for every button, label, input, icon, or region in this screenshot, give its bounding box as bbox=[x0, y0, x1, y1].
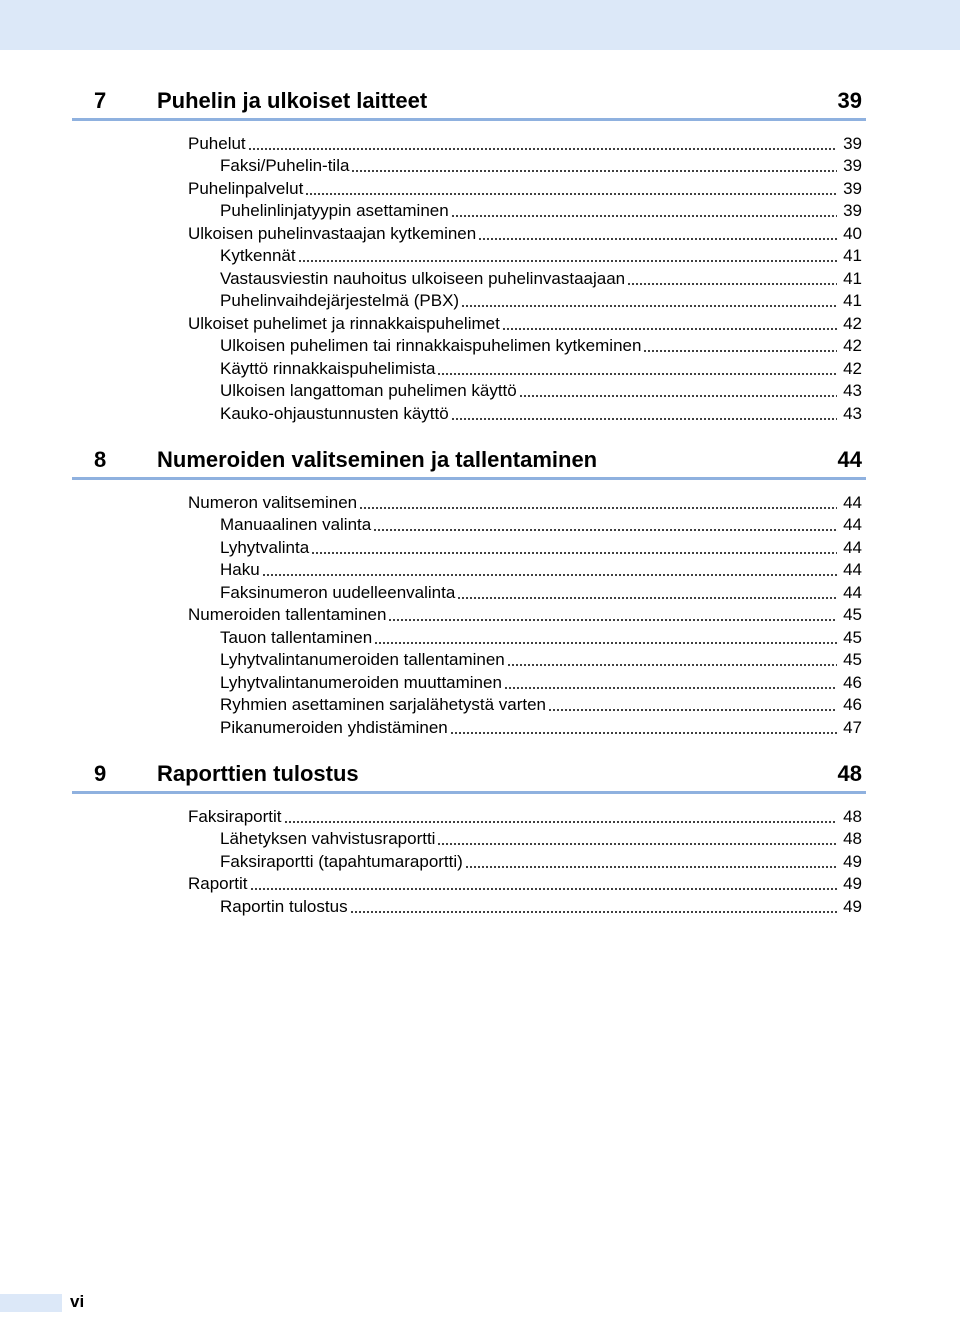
entry-page: 41 bbox=[843, 246, 862, 265]
entry-label: Manuaalinen valinta bbox=[220, 515, 372, 534]
entry-label: Tauon tallentaminen bbox=[220, 627, 373, 647]
entry-page: 46 bbox=[843, 672, 862, 692]
chapter-number: 8 bbox=[94, 447, 107, 472]
entry-label: Ryhmien asettaminen sarjalähetystä varten bbox=[220, 695, 546, 714]
entry-page: 43 bbox=[843, 381, 862, 400]
chapter-title: Puhelin ja ulkoiset laitteet bbox=[157, 88, 428, 113]
entry-page: 39 bbox=[843, 178, 862, 198]
dot-leader bbox=[451, 418, 837, 420]
dot-leader bbox=[643, 350, 837, 352]
dot-leader bbox=[374, 642, 837, 644]
entry-label: Lyhytvalintanumeroiden muuttaminen bbox=[220, 672, 502, 692]
toc-entry[interactable] bbox=[220, 648, 866, 671]
toc-entry[interactable] bbox=[220, 401, 866, 424]
toc-entry[interactable] bbox=[188, 603, 866, 626]
entry-page: 44 bbox=[843, 582, 862, 602]
dot-leader bbox=[298, 260, 837, 262]
entry-label: Vastausviestin nauhoitus ulkoiseen puhelinvastaajaan bbox=[220, 268, 626, 288]
entry-page: 39 bbox=[843, 156, 862, 175]
dot-leader bbox=[373, 529, 837, 531]
entry-label: Ulkoisen puhelimen tai rinnakkaispuhelimen kytkeminen bbox=[220, 336, 642, 355]
footer-bar bbox=[0, 1294, 62, 1312]
toc-entry[interactable] bbox=[220, 199, 866, 222]
toc-entry[interactable] bbox=[220, 356, 866, 379]
entry-page: 47 bbox=[843, 717, 862, 737]
dot-leader bbox=[359, 507, 837, 509]
entry-page: 49 bbox=[843, 896, 862, 916]
entry-label: Raportit bbox=[188, 874, 248, 893]
entry-label: Faksinumeron uudelleenvalinta bbox=[220, 582, 456, 602]
dot-leader bbox=[548, 709, 837, 711]
chapter-number: 7 bbox=[94, 88, 107, 113]
dot-leader bbox=[311, 552, 837, 554]
toc-entry[interactable] bbox=[220, 266, 866, 289]
entry-page: 43 bbox=[843, 403, 862, 423]
dot-leader bbox=[305, 193, 837, 195]
dot-leader bbox=[507, 664, 837, 666]
toc-entry[interactable] bbox=[220, 513, 866, 536]
entry-page: 48 bbox=[843, 806, 862, 826]
entry-page: 41 bbox=[843, 268, 862, 288]
entry-label: Numeron valitseminen bbox=[188, 492, 358, 512]
dot-leader bbox=[350, 911, 837, 913]
dot-leader bbox=[388, 619, 837, 621]
dot-leader bbox=[262, 574, 837, 576]
entry-label: Lyhytvalinta bbox=[220, 537, 310, 557]
dot-leader bbox=[451, 215, 837, 217]
entry-label: Pikanumeroiden yhdistäminen bbox=[220, 717, 448, 737]
entry-label: Puhelinlinjatyypin asettaminen bbox=[220, 201, 449, 220]
entry-page: 45 bbox=[843, 627, 862, 647]
entry-label: Lähetyksen vahvistusraportti bbox=[220, 829, 436, 848]
footer-page-number: vi bbox=[70, 1292, 85, 1311]
toc-entry[interactable] bbox=[188, 311, 866, 334]
chapter-heading[interactable] bbox=[72, 82, 866, 121]
dot-leader bbox=[284, 821, 837, 823]
entry-page: 39 bbox=[843, 133, 862, 153]
entry-label: Faksi/Puhelin-tila bbox=[220, 156, 350, 175]
toc-entry[interactable] bbox=[188, 490, 866, 513]
dot-leader bbox=[248, 148, 837, 150]
entry-label: Faksiraportti (tapahtumaraportti) bbox=[220, 851, 463, 871]
header-band bbox=[0, 0, 960, 50]
toc-entry[interactable] bbox=[188, 872, 866, 895]
entry-label: Puhelinvaihdejärjestelmä (PBX) bbox=[220, 291, 460, 310]
entry-page: 49 bbox=[843, 851, 862, 871]
chapter-number: 9 bbox=[94, 761, 107, 786]
chapter-page: 48 bbox=[837, 761, 862, 786]
chapter-8 bbox=[72, 441, 866, 738]
toc-entry[interactable] bbox=[220, 558, 866, 581]
entry-page: 45 bbox=[843, 650, 862, 669]
dot-leader bbox=[504, 687, 837, 689]
dot-leader bbox=[519, 395, 837, 397]
dot-leader bbox=[461, 305, 837, 307]
toc-entry[interactable] bbox=[188, 131, 866, 154]
chapter-page: 39 bbox=[837, 88, 862, 113]
entry-label: Ulkoisen langattoman puhelimen käyttö bbox=[220, 381, 517, 400]
toc-entry[interactable] bbox=[220, 379, 866, 402]
entry-page: 46 bbox=[843, 695, 862, 714]
entry-label: Kytkennät bbox=[220, 246, 296, 265]
toc-entry[interactable] bbox=[220, 827, 866, 850]
entry-page: 42 bbox=[843, 358, 862, 378]
entry-label: Numeroiden tallentaminen bbox=[188, 605, 387, 624]
chapter-title: Raporttien tulostus bbox=[157, 761, 359, 786]
toc-entry[interactable] bbox=[220, 894, 866, 917]
entry-list bbox=[72, 131, 866, 424]
entry-page: 45 bbox=[843, 605, 862, 624]
entry-page: 44 bbox=[843, 560, 862, 579]
chapter-title: Numeroiden valitseminen ja tallentaminen bbox=[157, 447, 598, 472]
entry-page: 39 bbox=[843, 201, 862, 220]
toc-entry[interactable] bbox=[220, 670, 866, 693]
entry-page: 40 bbox=[843, 223, 862, 243]
entry-page: 44 bbox=[843, 515, 862, 534]
dot-leader bbox=[437, 373, 837, 375]
entry-page: 44 bbox=[843, 537, 862, 557]
entry-label: Ulkoisen puhelinvastaajan kytkeminen bbox=[188, 223, 477, 243]
dot-leader bbox=[627, 283, 837, 285]
dot-leader bbox=[502, 328, 837, 330]
dot-leader bbox=[457, 597, 837, 599]
toc-entry[interactable] bbox=[188, 804, 866, 827]
entry-list bbox=[72, 490, 866, 738]
toc-entry[interactable] bbox=[220, 334, 866, 357]
entry-page: 42 bbox=[843, 336, 862, 355]
entry-label: Raportin tulostus bbox=[220, 896, 348, 916]
toc-entry[interactable] bbox=[220, 154, 866, 177]
toc-entry[interactable] bbox=[188, 176, 866, 199]
entry-list bbox=[72, 804, 866, 917]
entry-label: Kauko-ohjaustunnusten käyttö bbox=[220, 403, 449, 423]
entry-label: Puhelinpalvelut bbox=[188, 178, 304, 198]
entry-label: Haku bbox=[220, 560, 260, 579]
entry-page: 42 bbox=[843, 313, 862, 333]
toc-entry[interactable] bbox=[220, 244, 866, 267]
entry-page: 49 bbox=[843, 874, 862, 893]
toc-entry[interactable] bbox=[220, 580, 866, 603]
chapter-heading[interactable] bbox=[72, 441, 866, 480]
dot-leader bbox=[437, 843, 837, 845]
chapter-9 bbox=[72, 755, 866, 917]
entry-page: 41 bbox=[843, 291, 862, 310]
entry-label: Lyhytvalintanumeroiden tallentaminen bbox=[220, 650, 505, 669]
toc-entry[interactable] bbox=[188, 221, 866, 244]
dot-leader bbox=[250, 888, 837, 890]
dot-leader bbox=[450, 732, 837, 734]
dot-leader bbox=[465, 866, 837, 868]
toc-entry[interactable] bbox=[220, 693, 866, 716]
chapter-heading[interactable] bbox=[72, 755, 866, 794]
entry-page: 44 bbox=[843, 492, 862, 512]
entry-label: Puhelut bbox=[188, 133, 246, 153]
entry-label: Käyttö rinnakkaispuhelimista bbox=[220, 358, 436, 378]
entry-label: Faksiraportit bbox=[188, 806, 282, 826]
chapter-page: 44 bbox=[837, 447, 862, 472]
toc-entry[interactable] bbox=[220, 625, 866, 648]
toc-entry[interactable] bbox=[220, 715, 866, 738]
entry-page: 48 bbox=[843, 829, 862, 848]
chapter-7 bbox=[72, 82, 866, 424]
entry-label: Ulkoiset puhelimet ja rinnakkaispuhelimet bbox=[188, 313, 500, 333]
toc-entry[interactable] bbox=[220, 289, 866, 312]
toc-entry[interactable] bbox=[220, 849, 866, 872]
dot-leader bbox=[351, 170, 837, 172]
dot-leader bbox=[478, 238, 837, 240]
toc-entry[interactable] bbox=[220, 535, 866, 558]
